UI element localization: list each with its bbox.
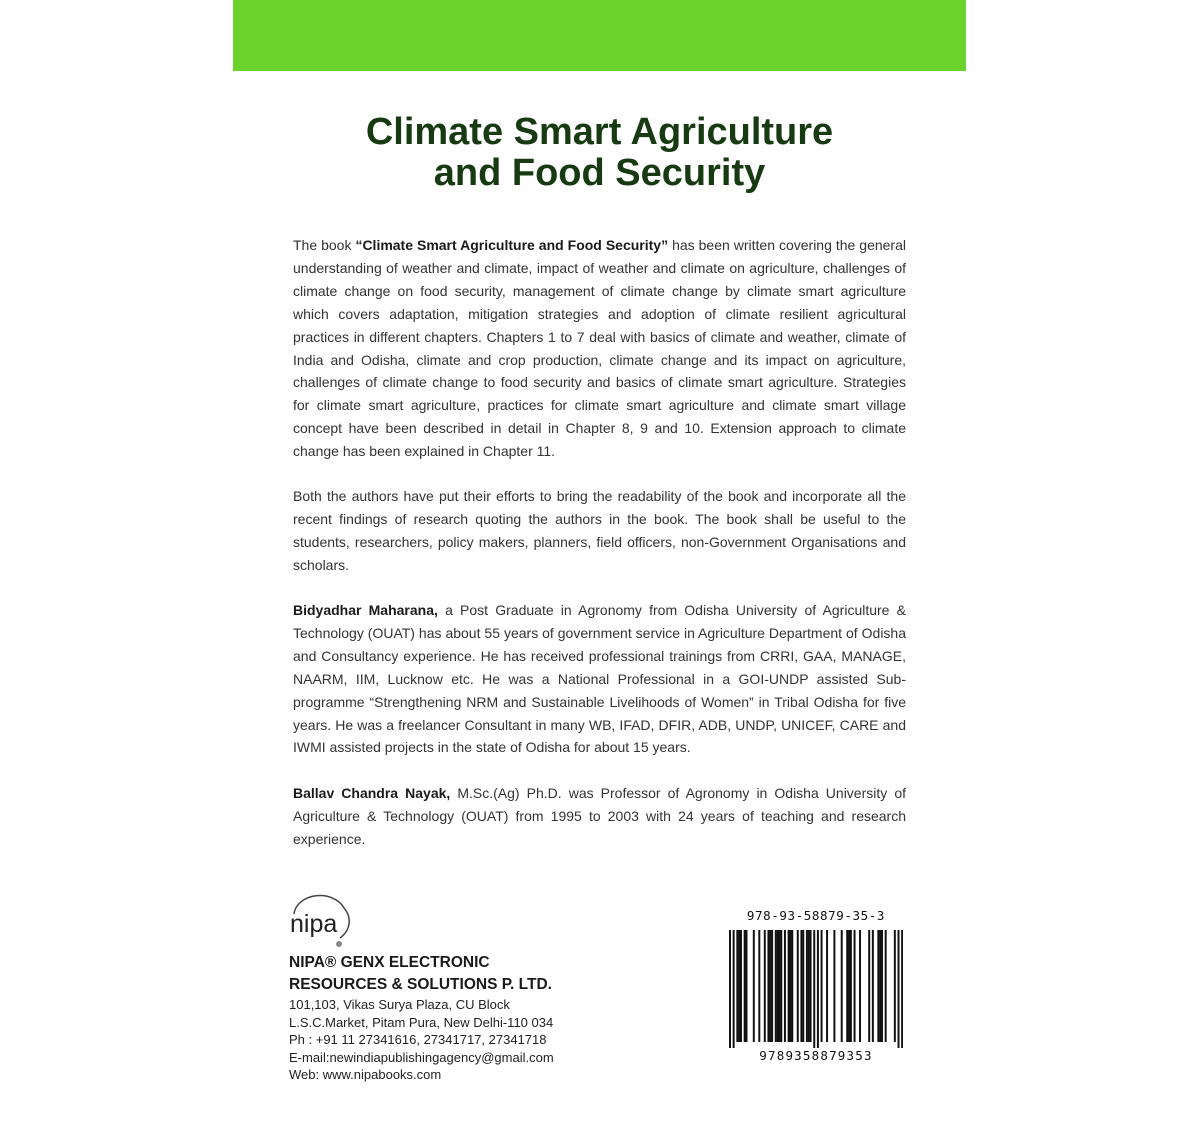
barcode-bar <box>769 930 771 1042</box>
barcode-bar <box>797 930 799 1042</box>
author1-bio-text: a Post Graduate in Agronomy from Odisha University of Agriculture & Technology (OUAT) has about 55 years of government service in Agriculture Department of Odisha and Consultancy experience. He has received professional trainings from CRRI, GAA, MANAGE, NAARM, IIM, Lucknow etc. He was a National Professional in a GOI-UNDP assisted Sub-programme “Strengthening NRM and Sustainable Livelihoods of Women” in Tribal Odisha for five years. He was a freelancer Consultant in many WB, IFAD, DFIR, ADB, UNDP, UNICEF, CARE and IWMI assisted projects in the state of Odisha for about 15 years. <box>293 602 906 756</box>
barcode-bar <box>780 930 782 1042</box>
barcode-bar <box>826 930 828 1042</box>
barcode-bar <box>745 930 747 1042</box>
barcode-bar <box>854 930 856 1042</box>
publisher-phone: Ph : +91 11 27341616, 27341717, 27341718 <box>289 1032 547 1048</box>
barcode-bar <box>879 930 881 1042</box>
author1-name: Bidyadhar Maharana, <box>293 602 438 618</box>
barcode-bar <box>859 930 861 1042</box>
author2-bio <box>293 782 906 851</box>
barcode-bar <box>846 930 848 1042</box>
barcode-bar <box>850 930 852 1042</box>
barcode-bar <box>788 930 790 1042</box>
barcode-bar <box>813 930 815 1048</box>
isbn-barcode <box>725 908 907 1068</box>
author2-name: Ballav Chandra Nayak, <box>293 785 451 801</box>
author2-bio-text: M.Sc.(Ag) Ph.D. was Professor of Agronomy in Odisha University of Agriculture & Technology (OUAT) from 1995 to 2003 with 24 years of teaching and research experience. <box>293 785 906 847</box>
book-title-line2: and Food Security <box>433 152 766 194</box>
barcode-bars <box>729 930 903 1048</box>
barcode-bar <box>729 930 731 1048</box>
barcode-bar <box>885 930 887 1042</box>
barcode-bar <box>894 930 896 1042</box>
barcode-bar <box>784 930 786 1042</box>
book-title-line1: Climate Smart Agriculture <box>365 111 834 153</box>
barcode-bar <box>771 930 773 1042</box>
barcode-bar <box>833 930 835 1042</box>
barcode-bar <box>898 930 900 1048</box>
description-body: has been written covering the general understanding of weather and climate, impact of weather and climate on agriculture, challenges of climate change on food security, management of climate change by climate smart agriculture which covers adaptation, mitigation strategies and adoption of climate resilient agricultural practices in different chapters. Chapters 1 to 7 deal with basics of climate and weather, climate of India and Odisha, climate and crop production, climate change and its impact on agriculture, challenges of climate change to food security and basics of climate smart agriculture. Strategies for climate smart agriculture, practices for climate smart agriculture and climate smart village concept have been described in detail in Chapter 8, 9 and 10. Extension approach to climate change has been explained in Chapter 11. <box>293 237 906 460</box>
barcode-bar <box>733 930 735 1048</box>
barcode-bar <box>810 930 812 1042</box>
barcode-bar <box>764 930 766 1042</box>
barcode-bar <box>778 930 780 1042</box>
back-cover <box>233 0 966 1125</box>
publisher-website: Web: www.nipabooks.com <box>289 1067 442 1083</box>
barcode-bar <box>777 930 779 1042</box>
isbn-number: 978-93-58879-35-3 <box>746 908 886 923</box>
nipa-logo-text: nipa <box>290 910 338 938</box>
description-paragraph <box>293 234 906 463</box>
usefulness-paragraph: Both the authors have put their efforts to bring the readability of the book and incorporate all the recent findings of research quoting the authors in the book. The book shall be useful to the students, researchers, policy makers, planners, field officers, non-Government Organisations and scholars. <box>293 488 906 573</box>
barcode-bar <box>738 930 740 1042</box>
barcode-bar <box>877 930 879 1042</box>
barcode-bar <box>740 930 742 1042</box>
barcode-bar <box>841 930 843 1042</box>
publisher-block <box>289 952 619 1084</box>
nipa-logo <box>288 892 350 950</box>
barcode-bar <box>753 930 755 1042</box>
barcode-bar <box>808 930 810 1042</box>
green-top-band <box>233 0 966 71</box>
barcode-bar <box>848 930 850 1042</box>
barcode-bar <box>744 930 746 1042</box>
publisher-name-line2: RESOURCES & SOLUTIONS P. LTD. <box>289 976 552 993</box>
barcode-bar <box>736 930 738 1042</box>
book-title <box>233 112 966 194</box>
barcode-bar <box>872 930 874 1042</box>
barcode-bar <box>758 930 760 1042</box>
barcode-bar <box>821 930 823 1042</box>
barcode-bar <box>806 930 808 1042</box>
publisher-address-2: L.S.C.Market, Pitam Pura, New Delhi-110 034 <box>289 1014 554 1030</box>
barcode-bar <box>800 930 802 1042</box>
barcode-bar <box>817 930 819 1048</box>
barcode-bar <box>767 930 769 1042</box>
description-book-name: “Climate Smart Agriculture and Food Security” <box>355 237 669 253</box>
barcode-bar <box>868 930 870 1042</box>
author1-bio <box>293 599 906 759</box>
barcode-bar <box>881 930 883 1042</box>
publisher-name-line1: NIPA® GENX ELECTRONIC <box>289 954 490 971</box>
barcode-bar <box>789 930 791 1042</box>
nipa-logo-icon <box>288 892 350 950</box>
publisher-address-1: 101,103, Vikas Surya Plaza, CU Block <box>289 997 510 1012</box>
barcode-bar <box>775 930 777 1042</box>
barcode-digits: 9789358879353 <box>759 1048 873 1063</box>
publisher-email: E-mail:newindiapublishingagency@gmail.com <box>289 1049 554 1065</box>
description-intro: The book <box>293 237 356 253</box>
barcode-bar <box>802 930 804 1042</box>
barcode-bar <box>791 930 793 1042</box>
barcode-bar <box>901 930 903 1048</box>
